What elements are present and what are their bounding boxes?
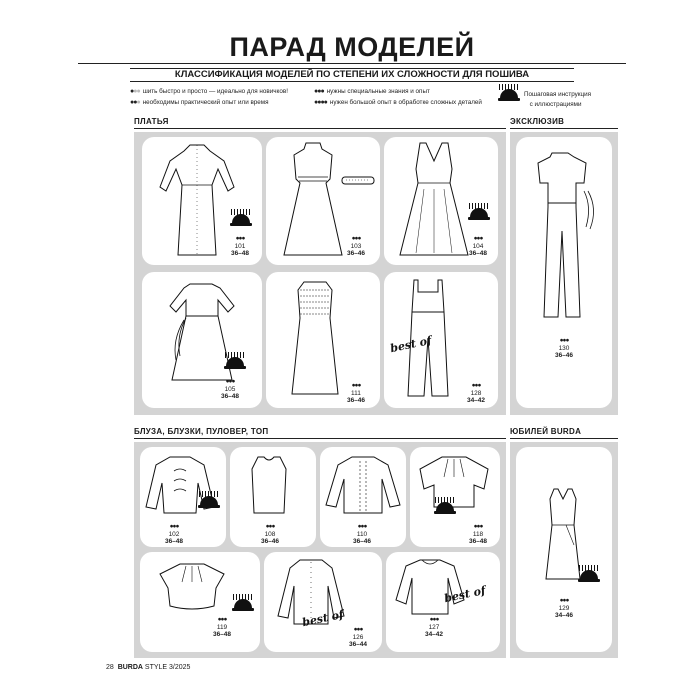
difficulty-3-icon: ●●● (314, 88, 324, 95)
difficulty-dots: ●●● (357, 523, 367, 530)
dress-105-illustration (156, 276, 248, 386)
pincushion-icon (230, 213, 252, 226)
model-number: 103 (350, 242, 362, 250)
model-sizes: 34–42 (466, 397, 486, 404)
model-sizes: 36–48 (164, 538, 184, 545)
model-103-label (338, 235, 374, 258)
difficulty-1-icon: ●●● (130, 88, 140, 95)
model-number: 102 (168, 530, 180, 538)
model-129-tile[interactable] (516, 447, 612, 652)
jumpsuit-130-illustration (526, 147, 602, 327)
difficulty-dots: ●●● (225, 378, 235, 385)
model-number: 130 (558, 344, 570, 352)
model-101-tile[interactable] (142, 137, 262, 265)
difficulty-4-icon: ●●●● (314, 99, 327, 106)
legend-left (130, 88, 288, 110)
model-sizes: 36–44 (348, 641, 368, 648)
blouse-110-illustration (324, 453, 402, 517)
page-subtitle: КЛАССИФИКАЦИЯ МОДЕЛЕЙ ПО СТЕПЕНИ ИХ СЛОЖНОСТИ ДЛЯ ПОШИВА (130, 68, 574, 82)
difficulty-dots: ●●● (169, 523, 179, 530)
difficulty-dots: ●●● (353, 626, 363, 633)
model-108-label (252, 523, 288, 546)
model-number: 126 (352, 633, 364, 641)
model-130-tile[interactable] (516, 137, 612, 408)
model-number: 108 (264, 530, 276, 538)
legend-easy: ●●● шить быстро и просто — идеально для новичков! (130, 88, 288, 95)
legend-instruction: Пошаговая инструкция с иллюстрациями (498, 88, 591, 109)
model-127-label (416, 616, 452, 639)
legend-medium: ●●● необходимы практический опыт или время (130, 99, 269, 106)
model-126-tile[interactable] (264, 552, 382, 652)
legend-special: ●●● нужны специальные знания и опыт (314, 88, 430, 95)
model-number: 128 (470, 389, 482, 397)
legend-hard: ●●●● нужен большой опыт в обработке сложных деталей (314, 99, 482, 106)
pincushion-icon (232, 598, 254, 611)
difficulty-dots: ●●● (471, 382, 481, 389)
model-111-tile[interactable] (266, 272, 380, 408)
model-110-tile[interactable] (320, 447, 406, 547)
exclusive-panel (510, 132, 618, 415)
issue-label: STYLE 3/2025 (144, 664, 191, 671)
model-number: 119 (216, 623, 228, 631)
model-number: 110 (356, 530, 368, 538)
model-105-tile[interactable] (142, 272, 262, 408)
best-of-badge: best of (443, 583, 487, 606)
model-number: 129 (558, 604, 570, 612)
page-footer (106, 664, 190, 671)
top-108-illustration (244, 453, 294, 517)
model-sizes: 36–46 (260, 538, 280, 545)
section-dresses: ПЛАТЬЯ (134, 117, 506, 129)
model-129-label (546, 597, 582, 620)
model-127-tile[interactable] (386, 552, 500, 652)
difficulty-dots: ●●● (559, 597, 569, 604)
top-119-illustration (154, 558, 230, 618)
model-105-label (212, 378, 248, 401)
model-sizes: 36–48 (230, 250, 250, 257)
difficulty-dots: ●●● (429, 616, 439, 623)
difficulty-2-icon: ●●● (130, 99, 140, 106)
pincushion-icon (434, 501, 456, 514)
difficulty-dots: ●●● (559, 337, 569, 344)
model-sizes: 36–48 (468, 538, 488, 545)
difficulty-dots: ●●● (217, 616, 227, 623)
magazine-name: BURDA (117, 664, 143, 671)
model-sizes: 36–46 (346, 397, 366, 404)
belt-illustration (340, 173, 376, 189)
model-sizes: 36–46 (554, 352, 574, 359)
anniversary-panel (510, 442, 618, 658)
legend-instruction-line2: с иллюстрациями (529, 101, 582, 108)
model-sizes: 36–48 (212, 631, 232, 638)
pullover-127-illustration (392, 556, 468, 618)
model-102-tile[interactable] (140, 447, 226, 547)
model-101-label (222, 235, 258, 258)
model-118-label (460, 523, 496, 546)
difficulty-dots: ●●● (235, 235, 245, 242)
model-128-label (458, 382, 494, 405)
model-number: 104 (472, 242, 484, 250)
best-of-badge: best of (389, 333, 433, 356)
model-number: 111 (351, 389, 361, 397)
model-sizes: 34–42 (424, 631, 444, 638)
model-sizes: 34–46 (554, 612, 574, 619)
model-104-label (460, 235, 496, 258)
model-126-label (340, 626, 376, 649)
model-103-tile[interactable] (266, 137, 380, 265)
model-104-tile[interactable] (384, 137, 498, 265)
model-number: 101 (234, 242, 246, 250)
model-111-label (338, 382, 374, 405)
model-sizes: 36–46 (352, 538, 372, 545)
page-number: 28 (106, 664, 114, 671)
difficulty-dots: ●●● (351, 382, 361, 389)
section-exclusive: ЭКСКЛЮЗИВ (510, 117, 618, 129)
model-119-label (204, 616, 240, 639)
pincushion-icon (578, 569, 600, 582)
page-title: ПАРАД МОДЕЛЕЙ (229, 32, 475, 62)
difficulty-dots: ●●● (473, 523, 483, 530)
model-number: 127 (428, 623, 440, 631)
pincushion-icon (198, 495, 220, 508)
model-102-label (156, 523, 192, 546)
section-tops: БЛУЗА, БЛУЗКИ, ПУЛОВЕР, ТОП (134, 427, 506, 439)
catalog-page (78, 0, 626, 700)
model-sizes: 36–48 (220, 393, 240, 400)
best-of-badge: best of (301, 607, 345, 630)
tops-panel (134, 442, 506, 658)
model-128-tile[interactable] (384, 272, 498, 408)
model-110-label (344, 523, 380, 546)
pincushion-icon (468, 207, 490, 220)
model-sizes: 36–48 (468, 250, 488, 257)
model-118-tile[interactable] (410, 447, 500, 547)
model-119-tile[interactable] (140, 552, 260, 652)
dresses-panel (134, 132, 506, 415)
difficulty-dots: ●●● (473, 235, 483, 242)
model-number: 105 (224, 385, 236, 393)
pincushion-icon (498, 88, 520, 101)
model-130-label (546, 337, 582, 360)
difficulty-dots: ●●● (265, 523, 275, 530)
difficulty-dots: ●●● (351, 235, 361, 242)
model-number: 118 (472, 530, 484, 538)
pincushion-icon (224, 356, 246, 369)
section-anniversary: ЮБИЛЕЙ BURDA (510, 427, 618, 439)
title-rule (78, 63, 626, 64)
legend-middle (314, 88, 482, 110)
model-108-tile[interactable] (230, 447, 316, 547)
model-sizes: 36–46 (346, 250, 366, 257)
